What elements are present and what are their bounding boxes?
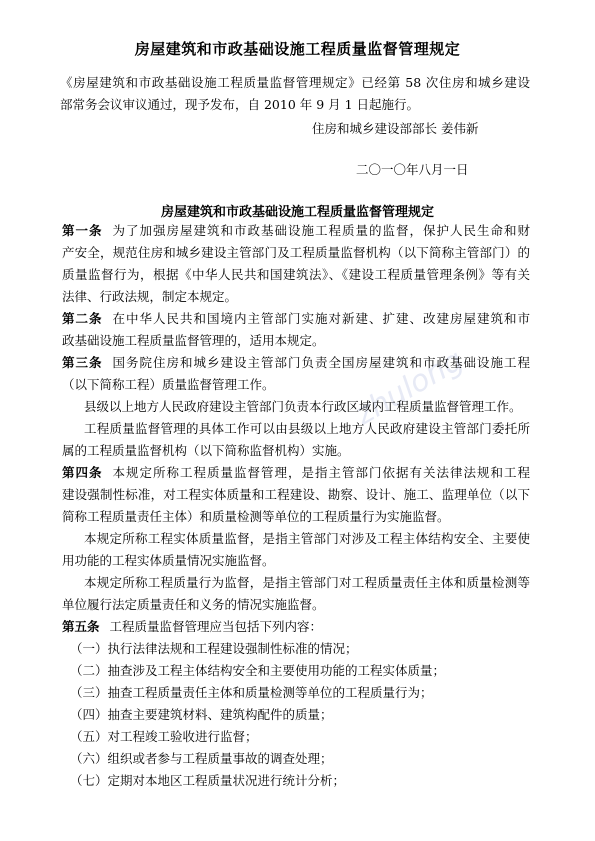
article-4-text: 本规定所称工程质量监督管理，是指主管部门依据有关法律法规和工程 (112, 465, 530, 480)
section-title: 房屋建筑和市政基础设施工程质量监督管理规定 (160, 205, 434, 220)
article-3-text: 国务院住房和城乡建设主管部门负责全国房屋建筑和市政基础设施工程 (112, 355, 530, 370)
article-1-text: 为了加强房屋建筑和市政基础设施工程质量的监督，保护人民生命和财 (112, 223, 530, 238)
article-3-label: 第三条 (62, 355, 103, 370)
article-3-para-3-line-1: 工程质量监督管理的具体工作可以由县级以上地方人民政府建设主管部门委托所 (84, 421, 530, 436)
article-5-item-4: （四）抽查主要建筑材料、建筑构配件的质量； (70, 707, 333, 722)
article-5-line-1 (62, 619, 322, 635)
article-5-item-7: （七）定期对本地区工程质量状况进行统计分析； (70, 773, 346, 788)
article-2-text: 在中华人民共和国境内主管部门实施对新建、扩建、改建房屋建筑和市 (112, 311, 530, 326)
article-4-para-2-line-2: 用功能的工程实体质量情况实施监督。 (62, 553, 275, 568)
promulgation-date: 二〇一〇年八月一日 (356, 162, 469, 177)
article-5-text: 工程质量监督管理应当包括下列内容： (109, 619, 323, 634)
preamble-line-2: 部常务会议审议通过，现予发布，自 2010 年 9 月 1 日起施行。 (60, 97, 420, 112)
preamble-line-1: 《房屋建筑和市政基础设施工程质量监督管理规定》已经第 58 次住房和城乡建设 (60, 75, 530, 90)
article-4-line-2: 建设强制性标准，对工程实体质量和工程建设、勘察、设计、施工、监理单位（以下 (62, 487, 530, 502)
article-5-item-1: （一）执行法律法规和工程建设强制性标准的情况； (70, 641, 358, 656)
article-4-line-1 (62, 465, 530, 481)
article-4-para-3-line-1: 本规定所称工程质量行为监督，是指主管部门对工程质量责任主体和质量检测等 (84, 575, 530, 590)
article-4-para-2-line-1: 本规定所称工程实体质量监督，是指主管部门对涉及工程主体结构安全、主要使 (84, 531, 530, 546)
article-4-label: 第四条 (62, 465, 103, 480)
signature: 住房和城乡建设部部长 姜伟新 (312, 121, 479, 136)
article-2-line-1 (62, 311, 530, 327)
article-3-line-1 (62, 355, 530, 371)
article-4-line-3: 简称工程质量责任主体）和质量检测等单位的工程质量行为实施监督。 (62, 509, 450, 524)
article-5-item-5: （五）对工程竣工验收进行监督； (70, 729, 258, 744)
article-5-label: 第五条 (62, 619, 100, 634)
article-3-para-2: 县级以上地方人民政府建设主管部门负责本行政区域内工程质量监督管理工作。 (84, 399, 522, 414)
article-1-line-4: 法律、行政法规，制定本规定。 (62, 289, 238, 304)
article-2-label: 第二条 (62, 311, 103, 326)
article-2-line-2: 政基础设施工程质量监督管理的，适用本规定。 (62, 333, 325, 348)
article-5-item-3: （三）抽查工程质量责任主体和质量检测等单位的工程质量行为； (70, 685, 433, 700)
article-4-para-3-line-2: 单位履行法定质量责任和义务的情况实施监督。 (62, 597, 325, 612)
article-1-line-2: 产安全，规范住房和城乡建设主管部门及工程质量监督机构（以下简称主管部门）的 (62, 245, 530, 260)
article-5-item-6: （六）组织或者参与工程质量事故的调查处理； (70, 751, 333, 766)
article-5-item-2: （二）抽查涉及工程主体结构安全和主要使用功能的工程实体质量； (70, 663, 446, 678)
article-1-line-3: 质量监督行为，根据《中华人民共和国建筑法》、《建设工程质量管理条例》等有关 (62, 267, 530, 282)
article-3-line-2: （以下简称工程）质量监督管理工作。 (62, 377, 275, 392)
article-3-para-3-line-2: 属的工程质量监督机构（以下简称监督机构）实施。 (62, 443, 350, 458)
article-1-label: 第一条 (62, 223, 103, 238)
article-1-line-1 (62, 223, 530, 239)
watermark: zhulong (349, 342, 470, 433)
document-title: 房屋建筑和市政基础设施工程质量监督管理规定 (134, 40, 461, 58)
